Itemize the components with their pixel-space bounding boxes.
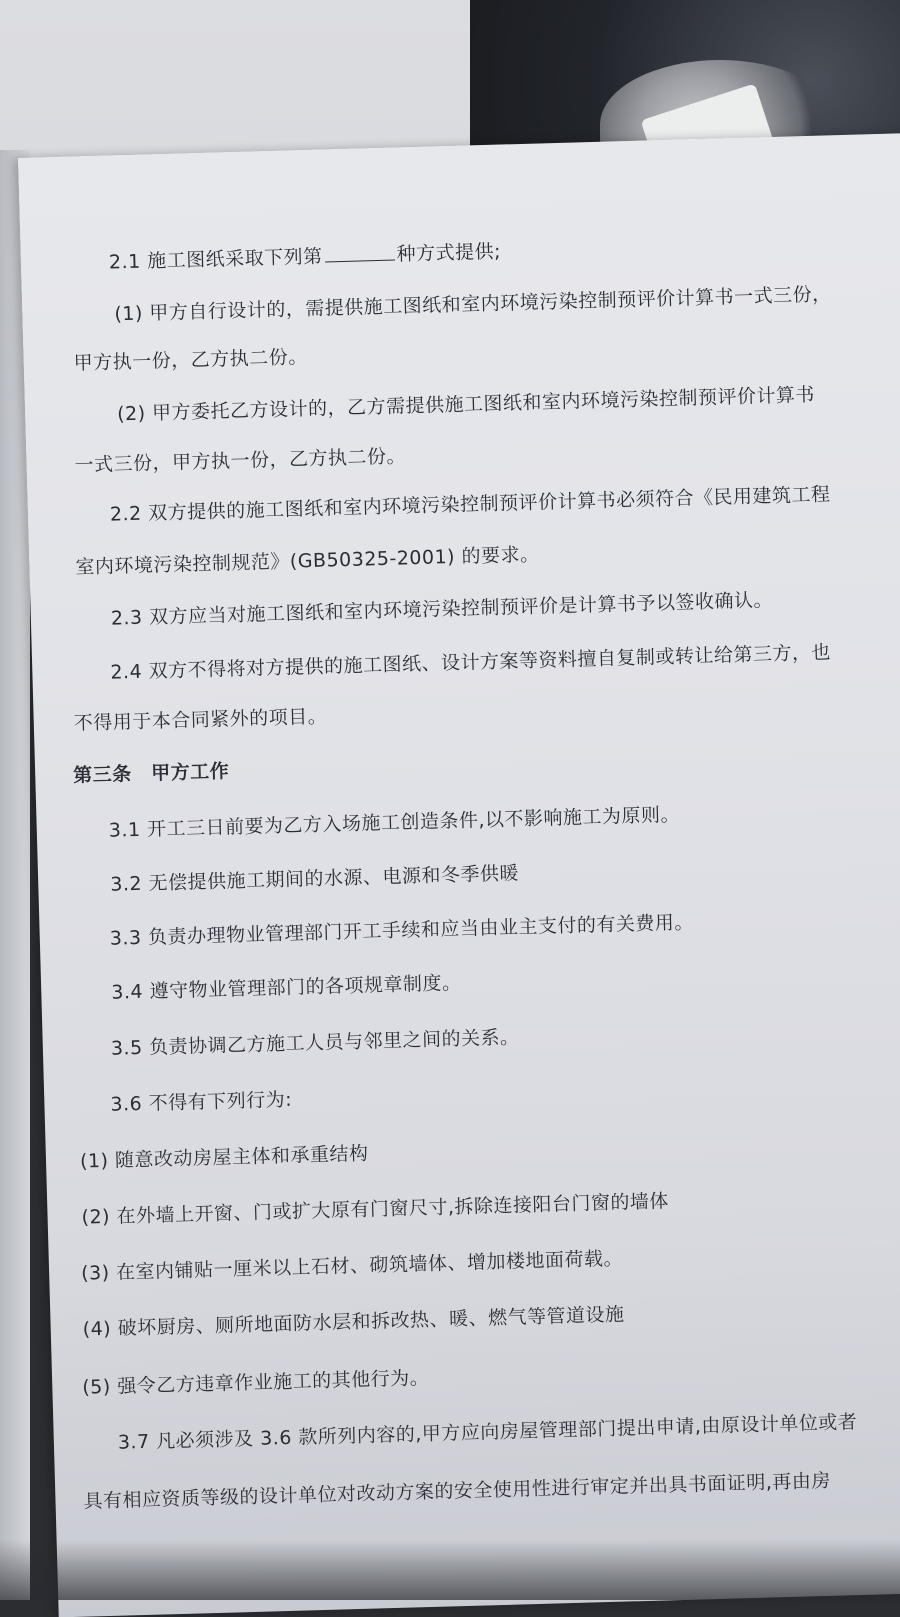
clause-3-6: 3.6 不得有下列行为: — [110, 1088, 293, 1116]
document-page — [18, 133, 900, 1617]
prohibited-item-2: (2) 在外墙上开窗、门或扩大原有门窗尺寸,拆除连接阳台门窗的墙体 — [81, 1190, 670, 1229]
clause-3-2: 3.2 无偿提供施工期间的水源、电源和冬季供暖 — [110, 862, 520, 896]
clause-3-7-cont: 具有相应资质等级的设计单位对改动方案的安全使用性进行审定并出具书面证明,再由房 — [83, 1469, 832, 1513]
clause-2-2-cont: 室内环境污染控制规范》(GB50325-2001) 的要求。 — [75, 543, 540, 579]
clause-2-1-option-1: (1) 甲方自行设计的，需提供施工图纸和室内环境污染控制预评价计算书一式三份， — [114, 283, 832, 326]
clause-2-4-cont: 不得用于本合同紧外的项目。 — [73, 705, 328, 735]
clause-2-3: 2.3 双方应当对施工图纸和室内环境污染控制预评价是计算书予以签收确认。 — [110, 589, 774, 630]
bottom-shadow — [0, 1540, 900, 1600]
prohibited-item-3: (3) 在室内铺贴一厘米以上石材、砌筑墙体、增加楼地面荷载。 — [80, 1247, 624, 1285]
section-3-heading: 第三条 甲方工作 — [72, 760, 230, 787]
clause-2-2: 2.2 双方提供的施工图纸和室内环境污染控制预评价计算书必须符合《民用建筑工程 — [109, 483, 831, 526]
clause-2-1-option-2: (2) 甲方委托乙方设计的，乙方需提供施工图纸和室内环境污染控制预评价计算书 — [116, 383, 816, 426]
clause-3-5: 3.5 负责协调乙方施工人员与邻里之间的关系。 — [110, 1026, 520, 1060]
clause-3-1: 3.1 开工三日前要为乙方入场施工创造条件,以不影响施工为原则。 — [108, 803, 681, 842]
clause-3-3: 3.3 负责办理物业管理部门开工手续和应当由业主支付的有关费用。 — [109, 911, 695, 950]
clause-2-1 — [109, 237, 502, 275]
prohibited-item-1: (1) 随意改动房屋主体和承重结构 — [79, 1142, 369, 1173]
fill-in-blank[interactable] — [324, 244, 394, 263]
prohibited-item-4: (4) 破坏厨房、厕所地面防水层和拆改热、暖、燃气等管道设施 — [82, 1303, 625, 1341]
prohibited-item-5: (5) 强令乙方违章作业施工的其他行为。 — [82, 1366, 430, 1399]
clause-2-1-text-end: 种方式提供; — [396, 240, 502, 266]
clause-3-4: 3.4 遵守物业管理部门的各项规章制度。 — [111, 971, 462, 1004]
clause-3-7: 3.7 凡必须涉及 3.6 款所列内容的,甲方应向房屋管理部门提出申请,由原设计单位或者 — [117, 1411, 858, 1454]
clause-2-1-option-1-cont: 甲方执一份，乙方执二份。 — [73, 345, 308, 375]
clause-2-1-text: 2.1 施工图纸采取下列第 — [108, 245, 323, 274]
clause-2-1-option-2-cont: 一式三份，甲方执一份，乙方执二份。 — [74, 445, 407, 477]
clause-2-4: 2.4 双方不得将对方提供的施工图纸、设计方案等资料擅自复制或转让给第三方，也 — [110, 641, 832, 684]
